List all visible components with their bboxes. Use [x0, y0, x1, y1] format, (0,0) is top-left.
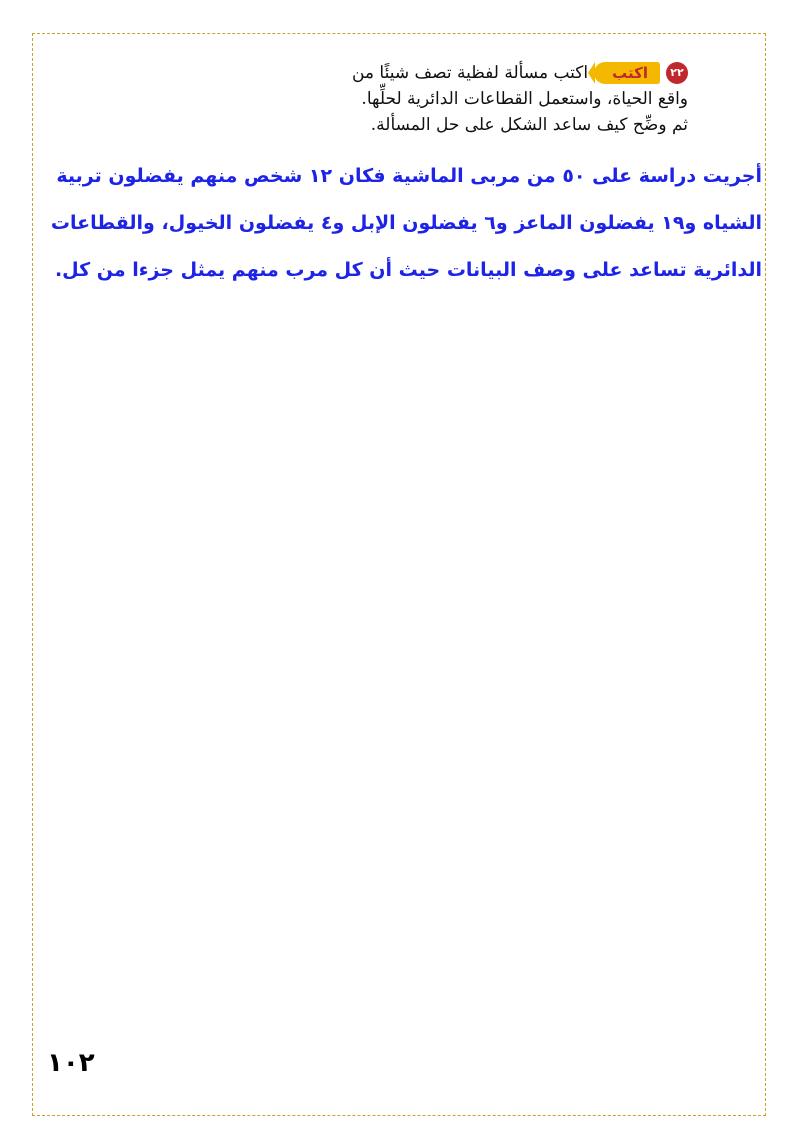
question-text-line-3: ثم وضِّح كيف ساعد الشكل على حل المسألة. [370, 115, 688, 135]
question-text-line-1: اكتب مسألة لفظية تصف شيئًا من [351, 63, 589, 83]
answer-line-1: أجريت دراسة على ٥٠ من مربى الماشية فكان ١٢ شخص منهم يفضلون تربية [56, 165, 762, 187]
question-block [218, 60, 688, 138]
question-text-line-2: واقع الحياة، واستعمل القطاعات الدائرية لحلِّها. [361, 89, 688, 109]
answer-line-2: الشياه و١٩ يفضلون الماعز و٦ يفضلون الإبل و٤ يفضلون الخيول، والقطاعات [50, 212, 762, 234]
answer-line-3: الدائرية تساعد على وصف البيانات حيث أن كل مرب منهم يمثل جزءا من كل. [54, 259, 762, 281]
question-header [218, 60, 688, 86]
write-tag-label: اكتب [594, 62, 660, 84]
page-number: ١٠٢ [47, 1048, 95, 1078]
handwritten-answer [50, 153, 762, 294]
question-number-badge: ٢٢ [666, 62, 688, 84]
